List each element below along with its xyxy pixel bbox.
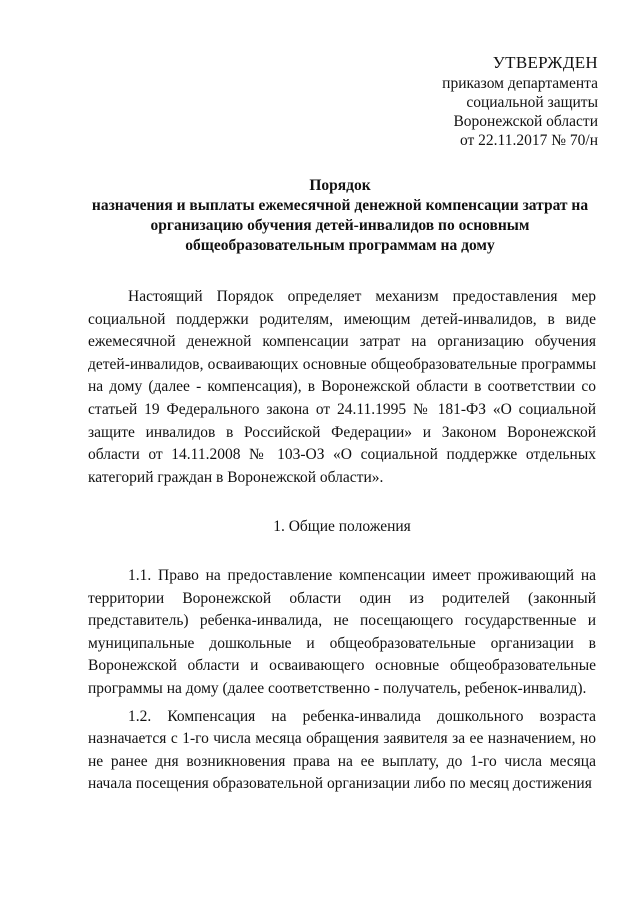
paragraph-1-1: 1.1. Право на предоставление компенсации имеет проживающий на территории Воронежской области один из родителей (законный представитель) ребенка-инвалида, не посещающего государственные и муниципальные дошкольные и общеобразовательные организации в Воронежской области и осваивающего основные общеобразовательные программы на дому (далее соответственно - получатель, ребенок-инвалид). (88, 566, 596, 697)
document-body (88, 286, 596, 796)
approval-line-2: социальной защиты (466, 94, 598, 111)
title-line-4: общеобразовательным программам на дому (185, 237, 495, 254)
approval-line-3: Воронежской области (453, 113, 598, 130)
title-line-3: организацию обучения детей-инвалидов по основным (150, 217, 530, 234)
intro-paragraph: Настоящий Порядок определяет механизм предоставления мер социальной поддержки родителям, имеющим детей-инвалидов, в виде ежемесячной денежной компенсации затрат на организацию обучения детей-инвалидов, осваивающих основные общеобразовательные программы на дому (далее - компенсация), в Воронежской области в соответствии со статьей 19 Федерального закона от 24.11.1995 № 181-ФЗ «О социальной защите инвалидов в Российской Федерации» и Законом Воронежской области от 14.11.2008 № 103-ОЗ «О социальной поддержке отдельных категорий граждан в Воронежской области». (88, 288, 596, 486)
approval-block (400, 52, 598, 150)
section-heading: 1. Общие положения (273, 518, 411, 536)
approval-line-1: приказом департамента (442, 75, 598, 92)
approval-line-4: от 22.11.2017 № 70/н (459, 132, 598, 149)
paragraph-1-2: 1.2. Компенсация на ребенка-инвалида дошкольного возраста назначается с 1-го числа месяца обращения заявителя за ее назначением, но не ранее дня возникновения права на ее выплату, до 1-го числа месяца начала посещения образовательной организации либо по месяц достижения (88, 707, 596, 793)
title-line-1: Порядок (309, 177, 371, 194)
document-title (84, 176, 596, 256)
approval-stamp: УТВЕРЖДЕН (492, 53, 598, 72)
title-line-2: назначения и выплаты ежемесячной денежной компенсации затрат на (91, 197, 589, 214)
